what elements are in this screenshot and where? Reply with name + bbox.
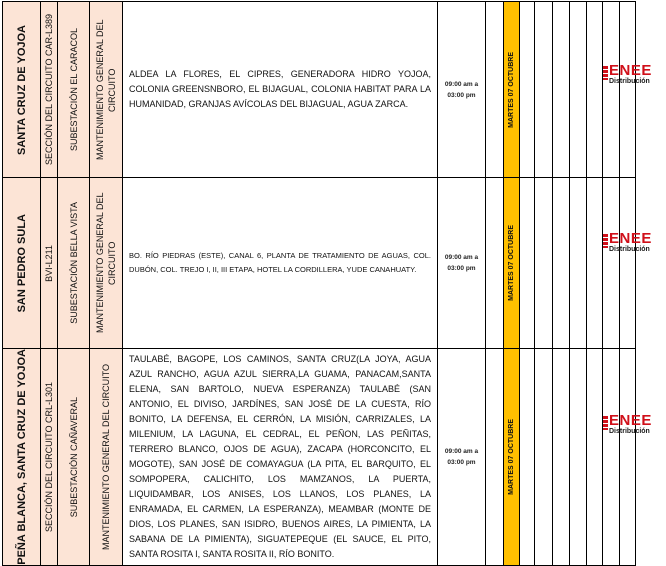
affected-areas: TAULABÉ, BAGOPE, LOS CAMINOS, SANTA CRUZ(LA JOYA, AGUA AZUL RANCHO, AGUA AZUL SIERRA,LA GUAMA, PANACAM,SANTA ELENA, SAN BARTOLO, NUEVA ESPERANZA) TAULABÉ (SAN ANTONIO, EL DIVISO, JARDÍNES, SAN JOSÉ DE LA CUESTA, RÍO BONITO, LA DEFENSA, EL CERRÓN, LA MISIÓN, CARRIZALES, LA MILENIUM, LA LAGUNA, EL CEDRAL, EL PEÑON, LAS PEÑITAS, TERRERO BLANCO, OJOS DE AGUA), ZACAPA (HORCONCITO, EL MOGOTE), SAN JOSÉ DE COMAYAGUA (LA PITA, EL BARQUITO, EL SOMPOPERA, CALICHITO, LOS MAMZANOS, LA PUERTA, LIQUIDAMBAR, LOS ANISES, LOS LLANOS, LOS PLANES, LA ENRAMADA, EL CARMEN, LA ESPERANZA), MEAMBAR (MONTE DE DIOS, LOS PLANES, SAN ISIDRO, BUENOS AIRES, LA PIMIENTA, LA SABANA DE LA PIMIENTA), SIGUATEPEQUE (EL SAUCE, EL PITO, SANTA ROSITA I, SANTA ROSITA II, RÍO BONITO. (123, 349, 438, 566)
enee-logo-icon (603, 234, 608, 248)
time-range: 09:00 am a 03:00 pm (438, 349, 486, 566)
affected-areas: BO. RÍO PIEDRAS (ESTE), CANAL 6, PLANTA DE TRATAMIENTO DE AGUAS, COL. DUBÓN, COL. TREJO I, II, III ETAPA, HOTEL LA CORDILLERA, YUDE CANAHUATY. (123, 178, 438, 349)
time-range: 09:00 am a 03:00 pm (438, 2, 486, 178)
enee-logo: ENEE Distribución (603, 64, 663, 86)
city-label: SANTA CRUZ DE YOJOA (15, 24, 28, 155)
time-range: 09:00 am a 03:00 pm (438, 178, 486, 349)
table-row (3, 349, 636, 566)
outage-schedule-table (2, 1, 636, 566)
enee-logo-icon (603, 66, 608, 80)
enee-logo: ENEE Distribución (603, 414, 663, 436)
city-label: SAN PEDRO SULA (15, 213, 28, 313)
work-label: MANTENIMIENTO GENERAL DEL CIRCUITO (101, 363, 111, 550)
substation-label: SUBESTACIÓN EL CARACOL (68, 27, 79, 152)
table-row (3, 2, 636, 178)
enee-logo: ENEE Distribución (603, 232, 663, 254)
affected-areas: ALDEA LA FLORES, EL CIPRES, GENERADORA HIDRO YOJOA, COLONIA GREENSNBORO, EL BIJAGUAL, COLONIA HABITAT PARA LA HUMANIDAD, GRANJAS AVÍCOLAS DEL BIJAGUAL, AGUA ZARCA. (123, 2, 438, 178)
substation-label: SUBESTACIÓN CAÑAVERAL (68, 396, 79, 517)
enee-logo-icon (603, 416, 608, 430)
circuit-label: BVI-L211 (44, 244, 54, 282)
table-row (3, 178, 636, 349)
date-label: MARTES 07 OCTUBRE (508, 418, 515, 495)
date-label: MARTES 07 OCTUBRE (508, 225, 515, 301)
city-label: PEÑA BLANCA, SANTA CRUZ DE YOJOA (15, 349, 28, 565)
circuit-label: SECCIÓN DEL CIRCUITO CAR-L389 (44, 13, 54, 166)
date-label: MARTES 07 OCTUBRE (508, 51, 515, 128)
work-label: MANTENIMIENTO GENERAL DEL CIRCUITO (95, 19, 117, 160)
circuit-label: SECCIÓN DEL CIRCUITO CRL-L301 (44, 381, 54, 532)
substation-label: SUBESTACIÓN BELLA VISTA (68, 202, 79, 324)
work-label: MANTENIMIENTO GENERAL DEL CIRCUITO (95, 192, 117, 334)
